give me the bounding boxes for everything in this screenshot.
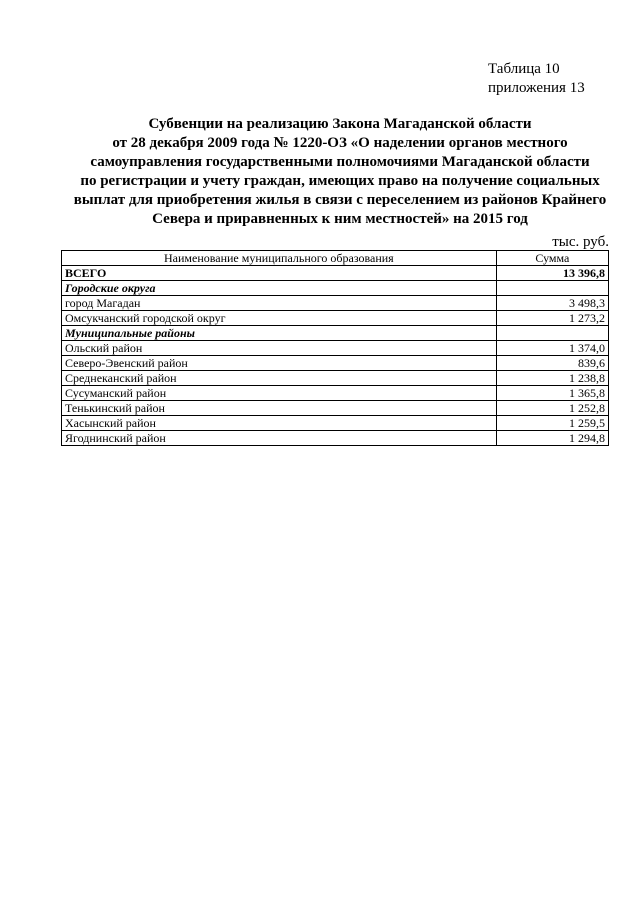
group-row: [62, 326, 609, 341]
table-row: [62, 371, 609, 386]
municipality-name: Ольский район: [62, 341, 497, 356]
municipality-name: Хасынский район: [62, 416, 497, 431]
subventions-table: [61, 250, 609, 446]
amount-value: 1 374,0: [496, 341, 608, 356]
municipality-name: Тенькинский район: [62, 401, 497, 416]
table-body: [62, 266, 609, 446]
header-sum: Сумма: [496, 251, 608, 266]
amount-value: [496, 281, 608, 296]
municipality-name: Среднеканский район: [62, 371, 497, 386]
title-line: выплат для приобретения жилья в связи с переселением из районов Крайнего: [73, 192, 607, 208]
appendix-number: приложения 13: [488, 80, 585, 96]
municipality-name: город Магадан: [62, 296, 497, 311]
table-header-row: [62, 251, 609, 266]
unit-label: тыс. руб.: [552, 234, 609, 250]
municipality-name: Муниципальные районы: [62, 326, 497, 341]
amount-value: 1 259,5: [496, 416, 608, 431]
table-reference: [488, 60, 585, 98]
table-row: [62, 401, 609, 416]
amount-value: 13 396,8: [496, 266, 608, 281]
municipality-name: Северо-Эвенский район: [62, 356, 497, 371]
municipality-name: Омсукчанский городской округ: [62, 311, 497, 326]
title-line: от 28 декабря 2009 года № 1220-ОЗ «О наделении органов местного: [112, 135, 568, 151]
amount-value: 839,6: [496, 356, 608, 371]
municipality-name: Ягоднинский район: [62, 431, 497, 446]
table-row: [62, 431, 609, 446]
title-line: по регистрации и учету граждан, имеющих право на получение социальных: [80, 173, 600, 189]
amount-value: [496, 326, 608, 341]
amount-value: 1 294,8: [496, 431, 608, 446]
municipality-name: Городские округа: [62, 281, 497, 296]
amount-value: 1 365,8: [496, 386, 608, 401]
title-line: самоуправления государственными полномочиями Магаданской области: [90, 154, 590, 170]
municipality-name: Сусуманский район: [62, 386, 497, 401]
title-line: Субвенции на реализацию Закона Магаданской области: [148, 116, 532, 132]
table-row: [62, 311, 609, 326]
header-name: Наименование муниципального образования: [62, 251, 497, 266]
municipality-name: ВСЕГО: [62, 266, 497, 281]
group-row: [62, 281, 609, 296]
table-row: [62, 356, 609, 371]
title-line: Севера и приравненных к ним местностей» на 2015 год: [152, 211, 528, 227]
table-row: [62, 416, 609, 431]
table-row: [62, 296, 609, 311]
amount-value: 3 498,3: [496, 296, 608, 311]
table-number: Таблица 10: [488, 61, 560, 77]
document-title: [40, 115, 640, 229]
total-row: [62, 266, 609, 281]
amount-value: 1 273,2: [496, 311, 608, 326]
amount-value: 1 252,8: [496, 401, 608, 416]
amount-value: 1 238,8: [496, 371, 608, 386]
table-row: [62, 386, 609, 401]
table-row: [62, 341, 609, 356]
